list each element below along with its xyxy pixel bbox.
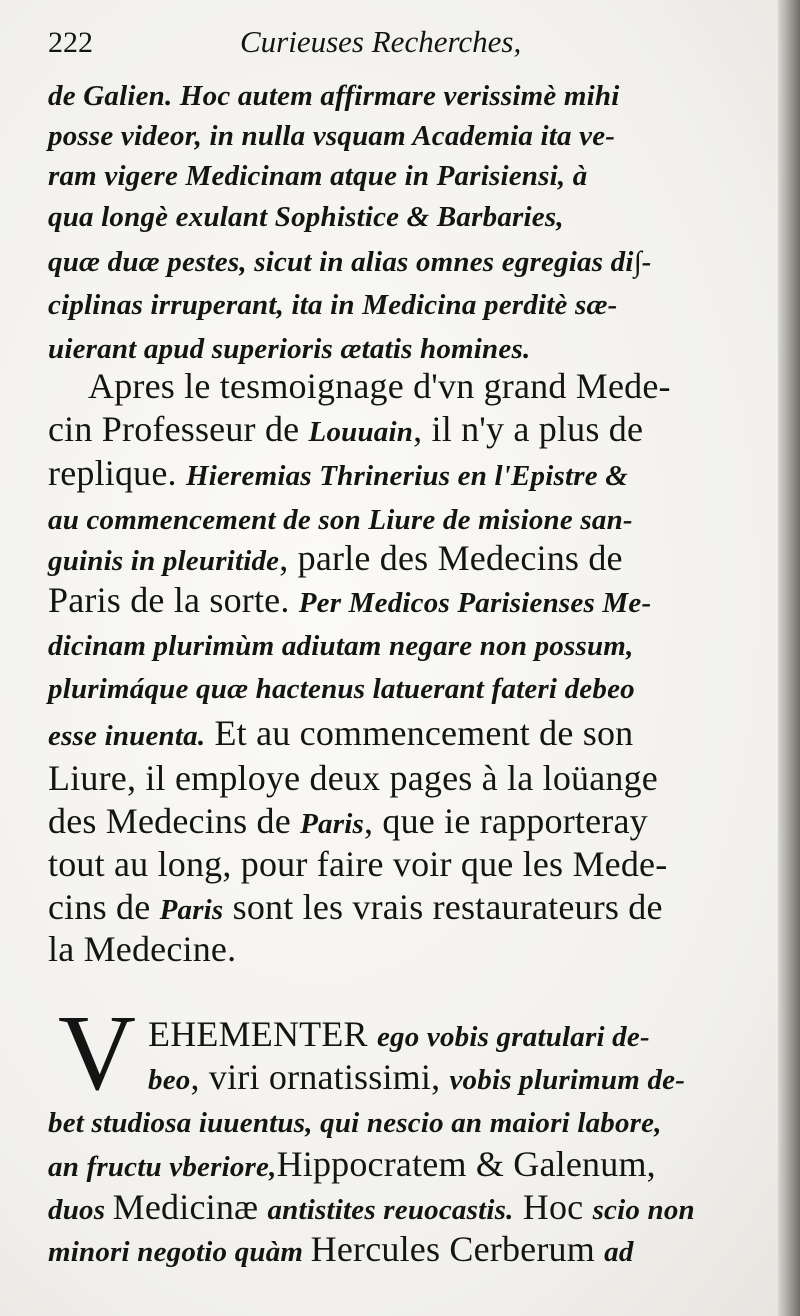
- italic-run: Per Medicos Parisienses Me-: [298, 587, 652, 619]
- text-line: [48, 579, 651, 621]
- roman-run: Apres le tesmoignage d'vn grand Mede-: [88, 366, 671, 406]
- text-line: [48, 800, 648, 842]
- roman-run: , parle des Medecins de: [279, 538, 623, 578]
- running-title: Curieuses Recherches,: [240, 24, 522, 59]
- text-line: [48, 1143, 656, 1185]
- roman-run: , que ie rapporteray: [363, 801, 648, 841]
- roman-run: cins de: [48, 887, 160, 927]
- roman-run: Et au commencement de son: [205, 713, 634, 753]
- roman-run: EHEMENTER: [148, 1014, 377, 1054]
- text-line: [48, 193, 564, 235]
- text-line: [48, 1228, 634, 1270]
- italic-run: bet studiosa iuuentus, qui nescio an maiori labore,: [48, 1107, 662, 1139]
- italic-run: Louuain: [308, 416, 414, 448]
- text-line: [48, 281, 618, 323]
- roman-run: tout au long, pour faire voir que les Mede-: [48, 844, 668, 884]
- text-line: [48, 537, 623, 579]
- italic-run: minori negotio quàm: [48, 1236, 311, 1268]
- page-header: [48, 20, 768, 70]
- italic-run: duos: [48, 1194, 113, 1226]
- roman-run: Paris de la sorte.: [48, 580, 299, 620]
- italic-run: guinis in pleuritide: [48, 545, 280, 577]
- text-line: [88, 365, 671, 407]
- roman-run: , il n'y a plus de: [413, 409, 644, 449]
- text-line: [148, 1056, 685, 1098]
- italic-run: scio non: [592, 1194, 695, 1226]
- italic-run: ad: [604, 1236, 634, 1268]
- text-line: [48, 886, 663, 928]
- text-line: [48, 712, 633, 754]
- italic-run: beo: [148, 1064, 191, 1096]
- italic-run: esse inuenta.: [48, 720, 206, 752]
- roman-run: replique.: [48, 453, 186, 493]
- text-line: [48, 622, 634, 664]
- italic-run: de Galien. Hoc autem affirmare verissimè mihi: [48, 80, 620, 112]
- text-line: [48, 1099, 662, 1141]
- italic-run: Paris: [300, 808, 364, 840]
- italic-run: au commencement de son Liure de misione san-: [48, 504, 633, 536]
- italic-run: antistites reuocastis.: [267, 1194, 514, 1226]
- text-line: [148, 1013, 650, 1055]
- roman-run: des Medecins de: [48, 801, 301, 841]
- italic-run: uierant apud superioris ætatis homines.: [48, 333, 531, 365]
- roman-run: Hercules Cerberum: [310, 1229, 605, 1269]
- roman-run: la Medecine.: [48, 929, 237, 969]
- roman-run: Hoc: [513, 1187, 593, 1227]
- text-line: [48, 928, 236, 970]
- italic-run: quæ duæ pestes, sicut in alias omnes egregias di∫-: [48, 246, 652, 278]
- roman-run: cin Professeur de: [48, 409, 309, 449]
- roman-run: Hippocratem & Galenum,: [276, 1144, 656, 1184]
- italic-run: ciplinas irruperant, ita in Medicina perditè sæ-: [48, 289, 618, 321]
- text-line: [48, 757, 658, 799]
- text-line: [48, 152, 587, 194]
- text-line: [48, 112, 615, 154]
- italic-run: Paris: [159, 894, 224, 926]
- italic-run: ram vigere Medicinam atque in Parisiensi, à: [48, 160, 588, 192]
- text-line: [48, 238, 652, 280]
- italic-run: posse videor, in nulla vsquam Academia ita ve-: [48, 120, 616, 152]
- italic-run: qua longè exulant Sophistice & Barbaries,: [48, 201, 564, 233]
- roman-run: Liure, il employe deux pages à la loüange: [48, 758, 658, 798]
- page-number: 222: [48, 26, 93, 59]
- text-line: [48, 1186, 695, 1228]
- roman-run: Medicinæ: [112, 1187, 268, 1227]
- italic-run: an fructu vberiore,: [48, 1151, 277, 1183]
- text-line: [48, 72, 620, 114]
- text-line: [48, 452, 628, 494]
- text-line: [48, 665, 635, 707]
- text-line: [48, 496, 633, 538]
- italic-run: ego vobis gratulari de-: [376, 1021, 650, 1053]
- text-line: [48, 843, 667, 885]
- text-line: [48, 325, 530, 367]
- italic-run: dicinam plurimùm adiutam negare non possum,: [48, 630, 634, 662]
- drop-cap: V: [58, 994, 136, 1113]
- italic-run: vobis plurimum de-: [449, 1064, 686, 1096]
- italic-run: plurimáque quæ hactenus latuerant fateri debeo: [48, 673, 635, 705]
- page-edge: [778, 0, 800, 1316]
- roman-run: , viri ornatissimi,: [190, 1057, 450, 1097]
- italic-run: Hieremias Thrinerius en l'Epistre &: [185, 460, 629, 492]
- roman-run: sont les vrais restaurateurs de: [223, 887, 663, 927]
- text-line: [48, 408, 643, 450]
